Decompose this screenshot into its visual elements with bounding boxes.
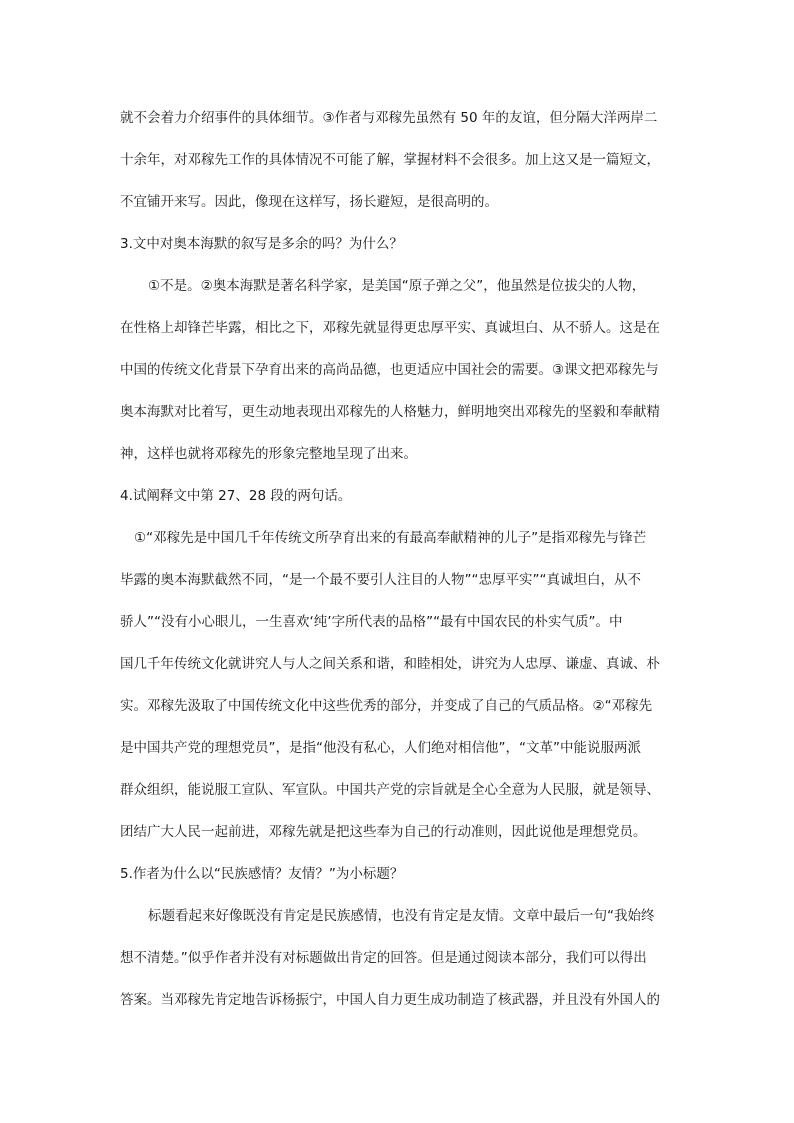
text-line: 奥本海默对比着写，更生动地表现出邓稼先的人格魅力，鲜明地突出邓稼先的坚毅和奉献精 [120,404,660,420]
text-line: 就不会着力介绍事件的具体细节。③作者与邓稼先虽然有 50 年的友谊，但分隔大洋两岸二 [120,110,658,126]
text-line: 群众组织，能说服工宣队、军宣队。中国共产党的宗旨就是全心全意为人民服，就是领导、 [120,782,660,798]
text-line: 在性格上却锋芒毕露，相比之下，邓稼先就显得更忠厚平实、真诚坦白、从不骄人。这是在 [120,320,660,336]
text-line: 毕露的奥本海默截然不同，“是一个最不要引人注目的人物”“忠厚平实”“真诚坦白，从不 [120,572,641,588]
text-line: 国几千年传统文化就讲究人与人之间关系和谐，和睦相处，讲究为人忠厚、谦虚、真诚、朴 [120,656,660,672]
text-line: 实。邓稼先汲取了中国传统文化中这些优秀的部分，并变成了自己的气质品格。②“邓稼先 [120,698,653,714]
text-line: 是中国共产党的理想党员”，是指“他没有私心，人们绝对相信他”，“文革”中能说服两派 [120,740,641,756]
text-line: ①不是。②奥本海默是著名科学家，是美国“原子弹之父”，他虽然是位拔尖的人物， [148,278,646,294]
question-heading: 4.试阐释文中第 27、28 段的两句话。 [120,488,352,504]
text-line: 神，这样也就将邓稼先的形象完整地呈现了出来。 [120,446,417,462]
text-line: 想不清楚。”似乎作者并没有对标题做出肯定的回答。但是通过阅读本部分，我们可以得出 [120,950,647,966]
text-line: 中国的传统文化背景下孕育出来的高尚品德，也更适应中国社会的需要。③课文把邓稼先与 [120,362,659,378]
question-heading: 3.文中对奥本海默的叙写是多余的吗？为什么？ [120,236,403,252]
text-line: 十余年，对邓稼先工作的具体情况不可能了解，掌握材料不会很多。加上这又是一篇短文， [120,152,660,168]
text-line: 不宜铺开来写。因此，像现在这样写，扬长避短，是很高明的。 [120,194,498,210]
text-line: 标题看起来好像既没有肯定是民族感情，也没有肯定是友情。文章中最后一句“我始终 [148,908,655,924]
text-line: 团结广大人民一起前进，邓稼先就是把这些奉为自己的行动准则，因此说他是理想党员。 [120,824,647,840]
text-line: ①“邓稼先是中国几千年传统文所孕育出来的有最高奉献精神的儿子”是指邓稼先与锋芒 [134,530,647,546]
text-line: 骄人”“没有小心眼儿，一生喜欢‘纯’字所代表的品格”“最有中国农民的朴实气质”。中 [120,614,623,630]
question-heading: 5.作者为什么以“民族感情？友情？”为小标题？ [120,866,404,882]
text-line: 答案。当邓稼先肯定地告诉杨振宁，中国人自力更生成功制造了核武器，并且没有外国人的 [120,992,660,1008]
